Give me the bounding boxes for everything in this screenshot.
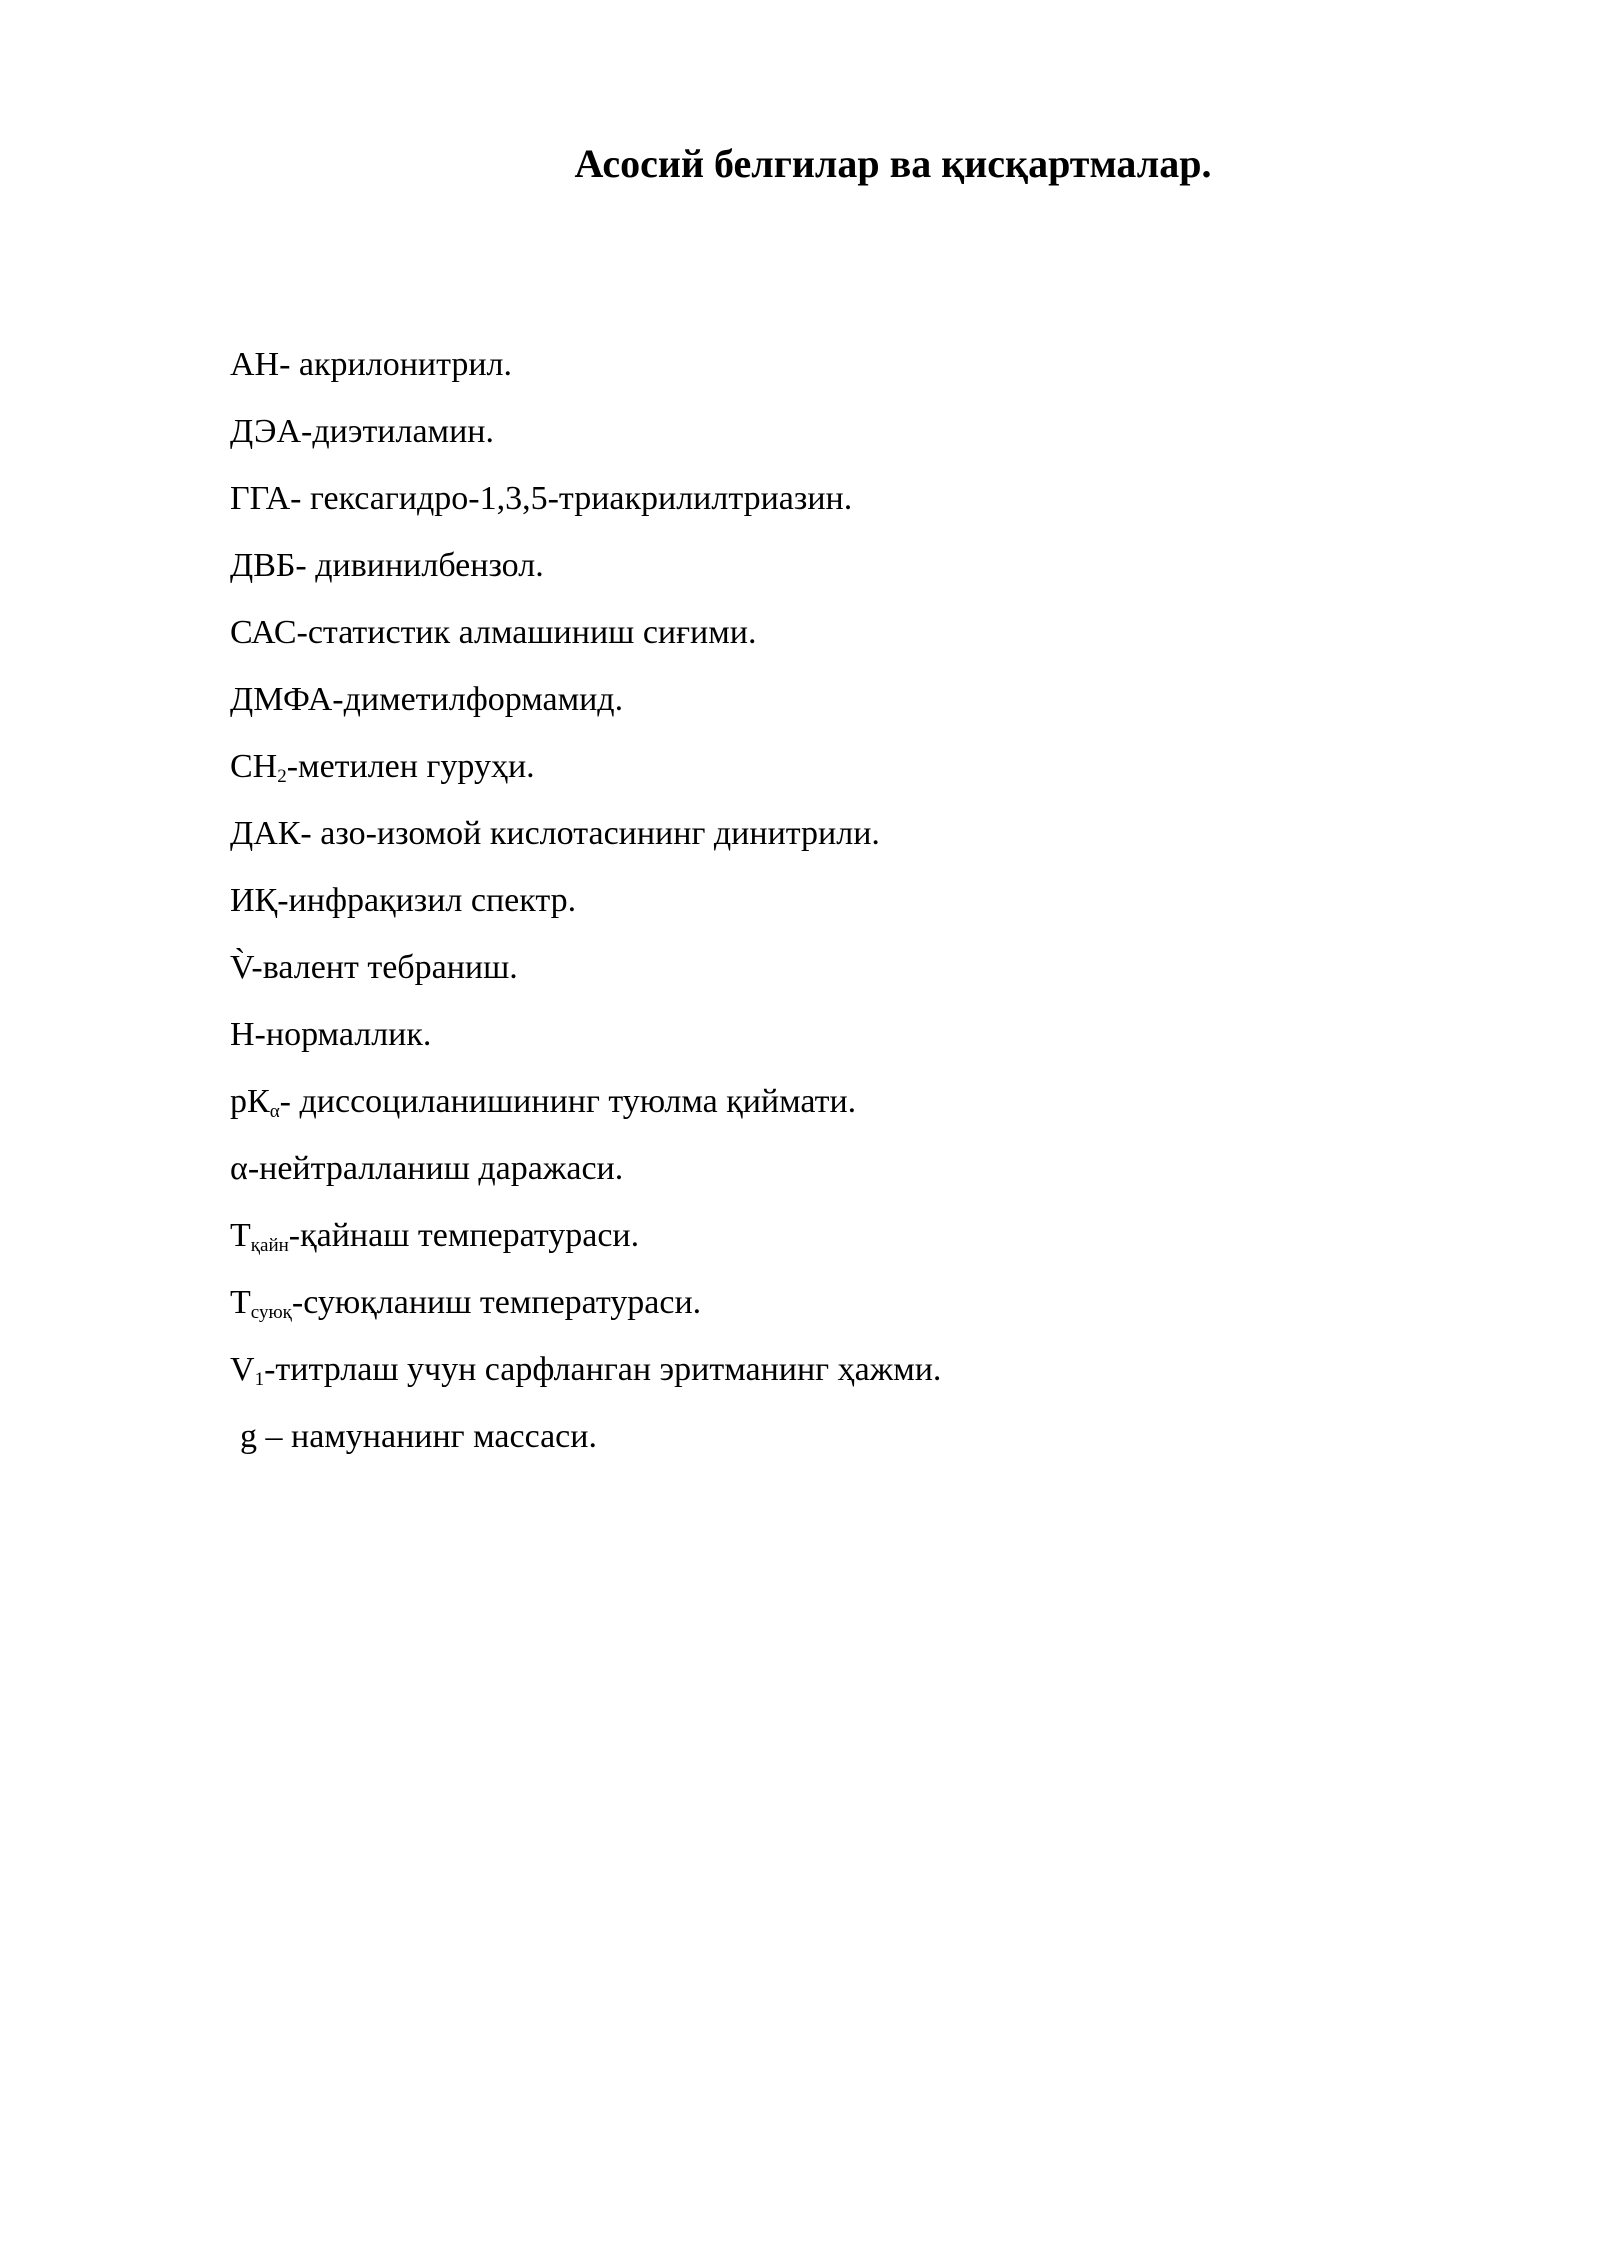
list-item (230, 948, 941, 1015)
abbreviation-text: ДАК- азо-изомой кислотасининг динитрили. (230, 815, 880, 852)
definition-text: -суюқланиш температураси. (291, 1284, 702, 1321)
list-item (230, 479, 941, 546)
abbreviation-text: Н-нормаллик. (230, 1016, 432, 1053)
list-item (230, 1216, 941, 1283)
abbreviation-text: V̀-валент тебраниш. (230, 949, 518, 986)
symbol-base: рК (230, 1083, 270, 1120)
document-title: Асосий белгилар ва қисқартмалар. (574, 141, 1212, 186)
symbol-subscript: суюқ (250, 1302, 292, 1323)
symbol-base: Т (230, 1284, 251, 1321)
abbreviation-text: ГГА- гексагидро-1,3,5-триакрилилтриазин. (230, 480, 853, 517)
list-item (230, 546, 941, 613)
symbol-base: СН (230, 748, 278, 785)
abbreviation-text: ДМФА-диметилформамид. (230, 681, 624, 718)
list-item (230, 1350, 941, 1417)
abbreviation-text: САС-статистик алмашиниш сиғими. (230, 614, 757, 651)
list-item (230, 814, 941, 881)
list-item (230, 1417, 941, 1484)
list-item (230, 1283, 941, 1350)
list-item (230, 1149, 941, 1216)
symbol-subscript: қайн (250, 1235, 289, 1256)
symbol-base: Т (230, 1217, 251, 1254)
list-item (230, 345, 941, 412)
definition-text: -титрлаш учун сарфланган эритманинг ҳажми. (264, 1351, 942, 1388)
list-item (230, 881, 941, 948)
abbreviation-text: ДЭА-диэтиламин. (230, 413, 494, 450)
list-item (230, 680, 941, 747)
list-item (230, 1015, 941, 1082)
list-item (230, 412, 941, 479)
symbol-subscript: 1 (254, 1369, 265, 1390)
list-item (230, 747, 941, 814)
abbreviation-text: g – намунанинг массаси. (240, 1418, 597, 1455)
abbreviation-list (230, 345, 941, 1484)
list-item (230, 1082, 941, 1149)
definition-text: -метилен гуруҳи. (286, 748, 535, 785)
definition-text: - диссоциланишининг туюлма қиймати. (279, 1083, 857, 1120)
abbreviation-text: ДВБ- дивинилбензол. (230, 547, 544, 584)
abbreviation-text: АН- акрилонитрил. (230, 346, 513, 383)
abbreviation-text: ИҚ-инфрақизил спектр. (230, 882, 577, 919)
symbol-subscript: 2 (277, 766, 287, 787)
symbol-subscript: α (269, 1101, 280, 1122)
symbol-base: V (230, 1351, 255, 1388)
abbreviation-text: α-нейтралланиш даражаси. (230, 1150, 624, 1187)
definition-text: -қайнаш температураси. (288, 1217, 640, 1254)
list-item (230, 613, 941, 680)
